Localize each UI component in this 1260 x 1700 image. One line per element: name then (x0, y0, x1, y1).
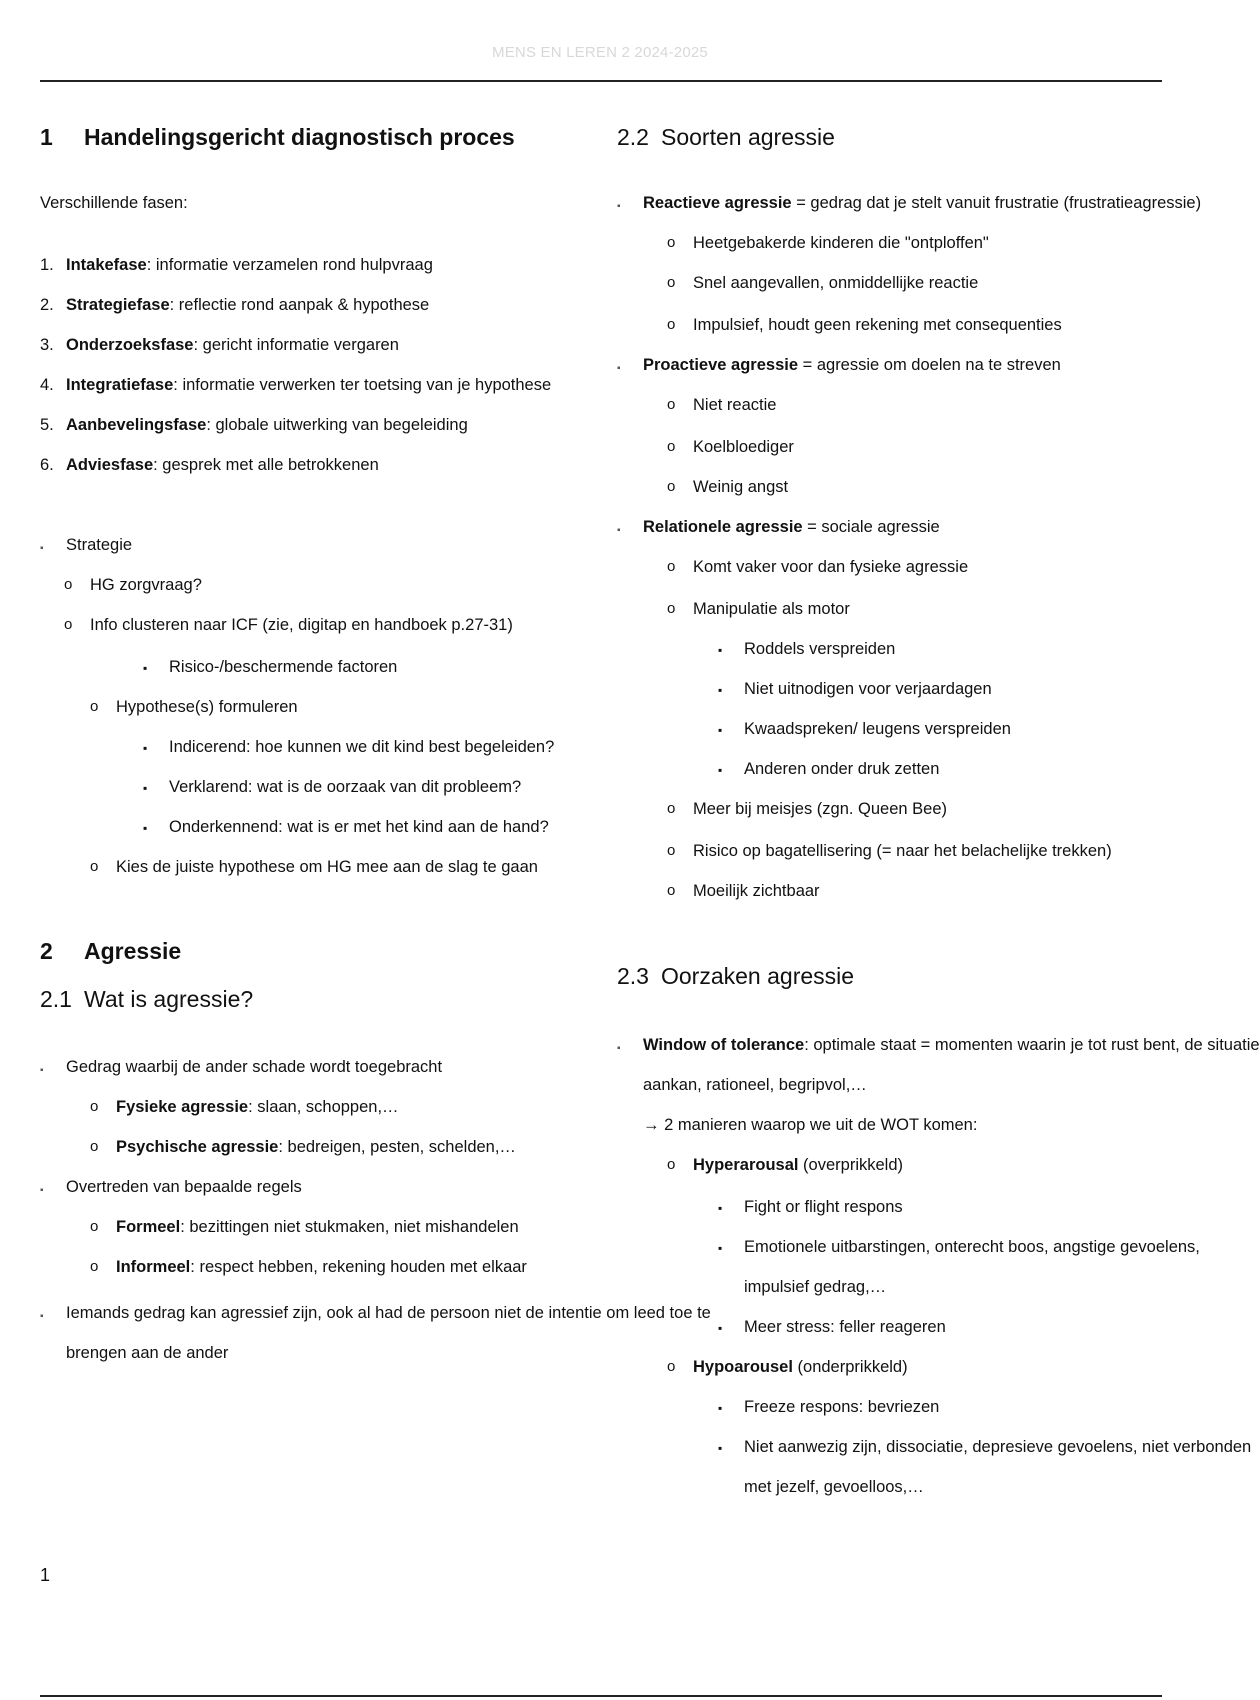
page-number: 1 (40, 1565, 51, 1585)
list-item: ▪ Freeze respons: bevriezen (718, 1398, 940, 1416)
list-item: o Moeilijk zichtbaar (667, 882, 820, 900)
section-title: Wat is agressie? (84, 986, 254, 1012)
list-item: 6. Adviesfase: gesprek met alle betrokkenen (40, 456, 379, 474)
list-item: ▪ Indicerend: hoe kunnen we dit kind best begeleiden? (143, 738, 555, 756)
list-item: o Psychische agressie: bedreigen, pesten, schelden,… (90, 1138, 516, 1156)
square-bullet-icon: ▪ (718, 683, 723, 697)
list-item: ▪ Strategie (66, 535, 132, 555)
bullet-icon: ▪ (617, 525, 621, 536)
running-header: MENS EN LEREN 2 2024-2025 (492, 44, 708, 61)
list-item: ▪ Iemands gedrag kan agressief zijn, ook al had de persoon niet de intentie om leed toe te (66, 1303, 711, 1323)
circle-bullet-icon: o (667, 1156, 676, 1173)
section-number: 2 (40, 938, 53, 964)
list-item: o Weinig angst (667, 478, 789, 496)
list-item: o Hyperarousal (overprikkeld) (667, 1156, 903, 1174)
section-2-1-heading (40, 986, 253, 1013)
circle-bullet-icon: o (667, 438, 676, 455)
circle-bullet-icon: o (90, 698, 99, 715)
square-bullet-icon: ▪ (143, 741, 148, 755)
list-item: o Hypoarousel (onderprikkeld) (667, 1358, 908, 1376)
list-item: o Hypothese(s) formuleren (90, 698, 298, 716)
list-item: ▪ Meer stress: feller reageren (718, 1318, 946, 1336)
section-title: Agressie (84, 938, 182, 964)
list-item: 1. Intakefase: informatie verzamelen rond hulpvraag (40, 256, 433, 274)
list-item: o Impulsief, houdt geen rekening met consequenties (667, 316, 1062, 334)
circle-bullet-icon: o (667, 274, 676, 291)
list-item: 5. Aanbevelingsfase: globale uitwerking van begeleiding (40, 416, 468, 434)
section-number: 2.1 (40, 986, 72, 1012)
list-item: o Koelbloediger (667, 438, 794, 456)
list-item: ▪ Relationele agressie = sociale agressie (643, 517, 940, 537)
list-item: ▪ Onderkennend: wat is er met het kind aan de hand? (143, 818, 549, 836)
circle-bullet-icon: o (90, 1138, 99, 1155)
circle-bullet-icon: o (667, 558, 676, 575)
list-item: ▪ Emotionele uitbarstingen, onterecht boos, angstige gevoelens, (718, 1238, 1200, 1256)
bullet-icon: ▪ (40, 1185, 44, 1196)
list-item: o Informeel: respect hebben, rekening houden met elkaar (90, 1258, 527, 1276)
circle-bullet-icon: o (667, 396, 676, 413)
circle-bullet-icon: o (667, 234, 676, 251)
square-bullet-icon: ▪ (718, 643, 723, 657)
circle-bullet-icon: o (64, 576, 73, 593)
list-item: ▪ Niet uitnodigen voor verjaardagen (718, 680, 992, 698)
square-bullet-icon: ▪ (718, 1201, 723, 1215)
circle-bullet-icon: o (667, 478, 676, 495)
list-item: o Manipulatie als motor (667, 600, 850, 618)
square-bullet-icon: ▪ (143, 781, 148, 795)
circle-bullet-icon: o (667, 842, 676, 859)
list-item: 2. Strategiefase: reflectie rond aanpak & hypothese (40, 296, 430, 314)
list-item-continuation: impulsief gedrag,… (744, 1278, 887, 1296)
bullet-icon: ▪ (40, 1065, 44, 1076)
list-item: o HG zorgvraag? (64, 576, 202, 594)
bullet-icon: ▪ (40, 543, 44, 554)
list-item: ▪ Anderen onder druk zetten (718, 760, 940, 778)
phases-intro: Verschillende fasen: (40, 194, 188, 212)
list-item: 3. Onderzoeksfase: gericht informatie vergaren (40, 336, 399, 354)
square-bullet-icon: ▪ (718, 763, 723, 777)
bullet-icon: ▪ (40, 1311, 44, 1322)
list-item: ▪ Proactieve agressie = agressie om doelen na te streven (643, 355, 1061, 375)
circle-bullet-icon: o (667, 1358, 676, 1375)
list-item: o Kies de juiste hypothese om HG mee aan de slag te gaan (90, 858, 538, 876)
section-title: Soorten agressie (661, 124, 835, 150)
square-bullet-icon: ▪ (718, 1401, 723, 1415)
list-item: ▪ Fight or flight respons (718, 1198, 903, 1216)
bullet-icon: ▪ (617, 201, 621, 212)
list-item: o Fysieke agressie: slaan, schoppen,… (90, 1098, 399, 1116)
list-item: 4. Integratiefase: informatie verwerken ter toetsing van je hypothese (40, 376, 552, 394)
list-item: ▪ Niet aanwezig zijn, dissociatie, depresieve gevoelens, niet verbonden (718, 1438, 1252, 1456)
list-item: ▪ Overtreden van bepaalde regels (66, 1177, 302, 1197)
arrow-line: → 2 manieren waarop we uit de WOT komen: (643, 1116, 978, 1134)
section-1-heading (40, 124, 515, 151)
section-number: 1 (40, 124, 53, 150)
circle-bullet-icon: o (667, 882, 676, 899)
section-number: 2.3 (617, 963, 649, 989)
circle-bullet-icon: o (667, 800, 676, 817)
square-bullet-icon: ▪ (718, 1321, 723, 1335)
list-item: ▪ Kwaadspreken/ leugens verspreiden (718, 720, 1011, 738)
section-title: Oorzaken agressie (661, 963, 855, 989)
section-2-heading (40, 938, 181, 965)
list-item: o Formeel: bezittingen niet stukmaken, niet mishandelen (90, 1218, 519, 1236)
list-item: ▪ Verklarend: wat is de oorzaak van dit probleem? (143, 778, 522, 796)
square-bullet-icon: ▪ (718, 723, 723, 737)
section-number: 2.2 (617, 124, 649, 150)
circle-bullet-icon: o (90, 1218, 99, 1235)
list-item: o Niet reactie (667, 396, 777, 414)
list-item: ▪ Gedrag waarbij de ander schade wordt toegebracht (66, 1057, 442, 1077)
list-item-continuation: aankan, rationeel, begripvol,… (643, 1076, 867, 1094)
square-bullet-icon: ▪ (143, 821, 148, 835)
circle-bullet-icon: o (90, 858, 99, 875)
list-item: o Komt vaker voor dan fysieke agressie (667, 558, 969, 576)
list-item: ▪ Risico-/beschermende factoren (143, 658, 398, 676)
circle-bullet-icon: o (90, 1258, 99, 1275)
list-item: o Risico op bagatellisering (= naar het belachelijke trekken) (667, 842, 1112, 860)
square-bullet-icon: ▪ (718, 1441, 723, 1455)
list-item: o Meer bij meisjes (zgn. Queen Bee) (667, 800, 948, 818)
circle-bullet-icon: o (667, 600, 676, 617)
list-item: ▪ Roddels verspreiden (718, 640, 896, 658)
list-item-continuation: met jezelf, gevoelloos,… (744, 1478, 924, 1496)
section-2-2-heading (617, 124, 835, 151)
bullet-icon: ▪ (617, 363, 621, 374)
list-item: o Info clusteren naar ICF (zie, digitap en handboek p.27-31) (64, 616, 513, 634)
square-bullet-icon: ▪ (718, 1241, 723, 1255)
header-rule (40, 80, 1162, 82)
section-2-3-heading (617, 963, 854, 990)
circle-bullet-icon: o (64, 616, 73, 633)
circle-bullet-icon: o (667, 316, 676, 333)
list-item: o Heetgebakerde kinderen die "ontploffen" (667, 234, 989, 252)
bullet-icon: ▪ (617, 1043, 621, 1054)
list-item: o Snel aangevallen, onmiddellijke reactie (667, 274, 979, 292)
list-item: ▪ Window of tolerance: optimale staat = momenten waarin je tot rust bent, de situatie (643, 1035, 1260, 1055)
circle-bullet-icon: o (90, 1098, 99, 1115)
square-bullet-icon: ▪ (143, 661, 148, 675)
section-title: Handelingsgericht diagnostisch proces (84, 124, 515, 150)
list-item-continuation: brengen aan de ander (66, 1344, 229, 1362)
list-item: ▪ Reactieve agressie = gedrag dat je stelt vanuit frustratie (frustratieagressie) (643, 193, 1201, 213)
footer-rule (40, 1695, 1162, 1697)
